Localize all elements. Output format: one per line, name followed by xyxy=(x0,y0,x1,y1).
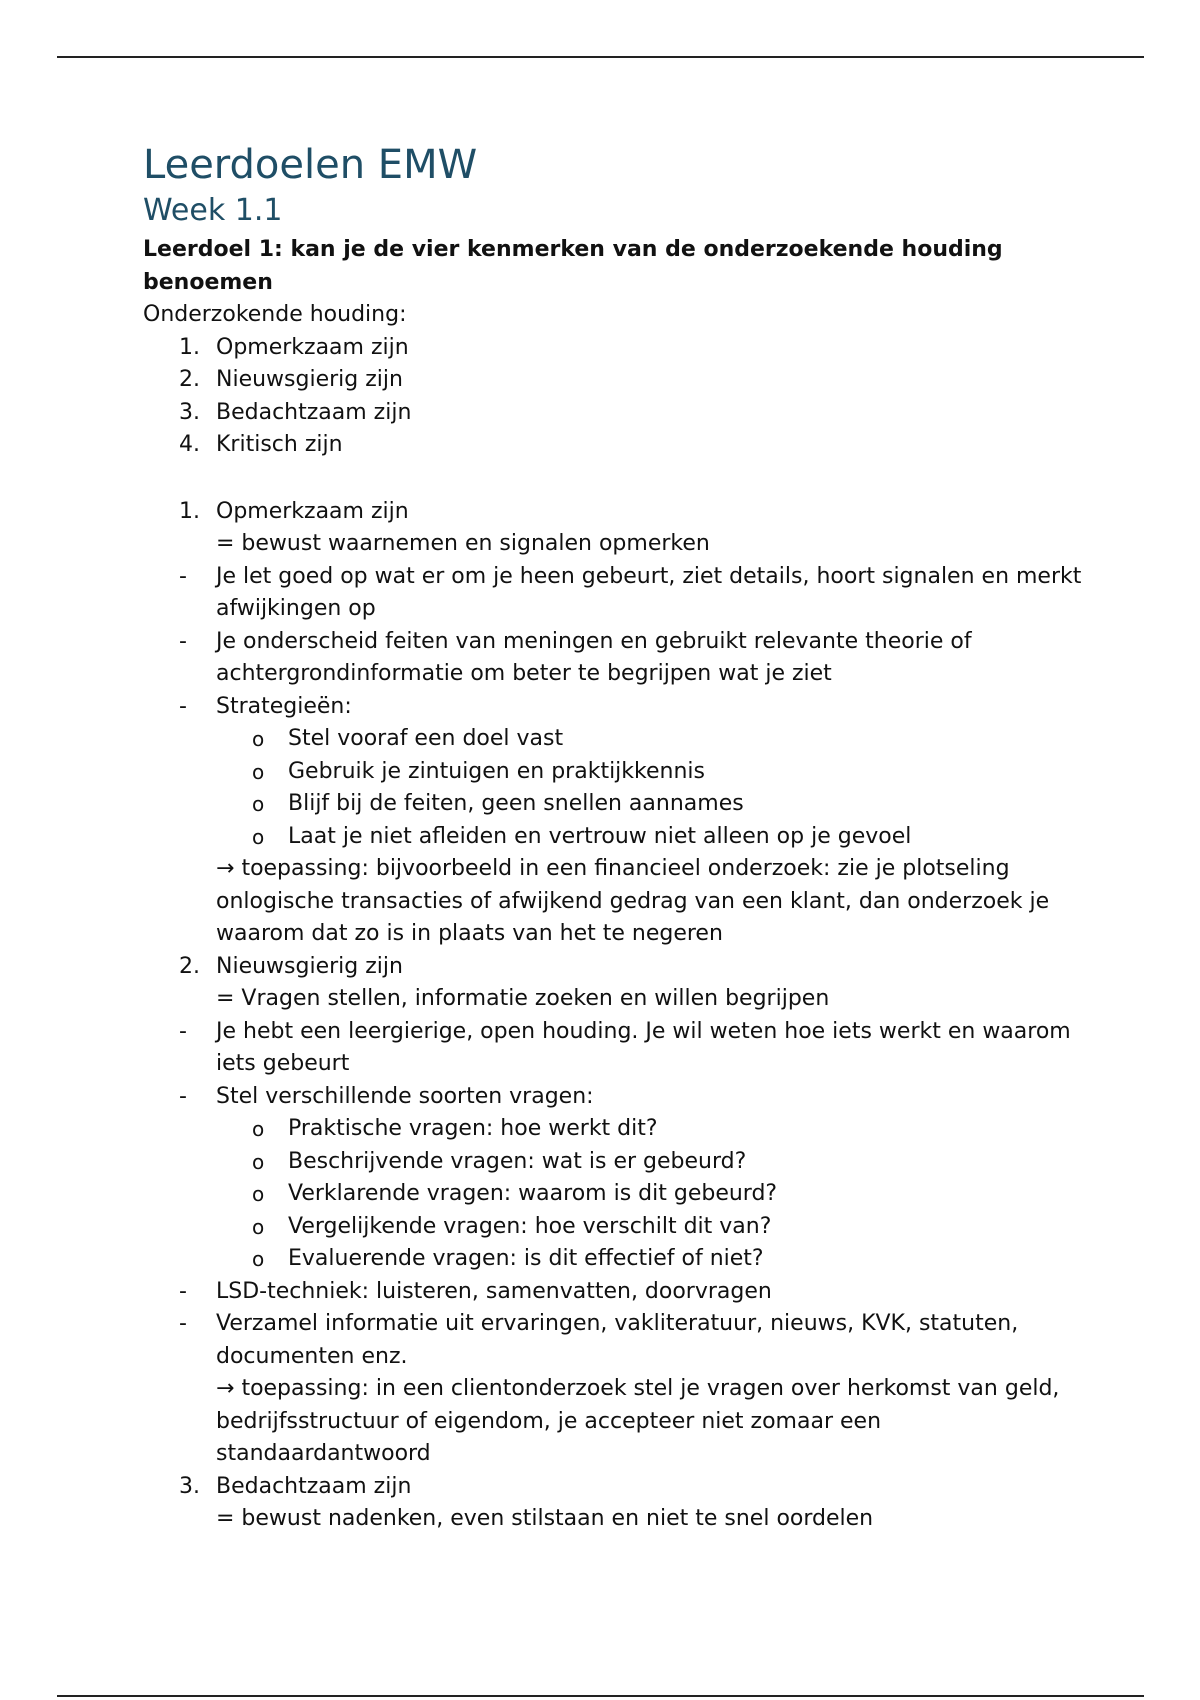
dash-item: - Strategieën: xyxy=(179,693,352,719)
dash-item: - LSD-techniek: luisteren, samenvatten, doorvragen xyxy=(179,1278,772,1304)
application-note: → toepassing: in een clientonderzoek stel je vragen over herkomst van geld, bedrijfsstructuur of eigendom, je accepteer niet zomaar een standaardantwoord xyxy=(216,1376,1060,1466)
section-heading: 1. Opmerkzaam zijn xyxy=(179,498,409,524)
dash-item: - Je onderscheid feiten van meningen en gebruikt relevante theorie of achtergrondinformatie om beter te begrijpen wat je ziet xyxy=(179,628,972,686)
dash-item: - Je let goed op wat er om je heen gebeurt, ziet details, hoort signalen en merkt afwijkingen op xyxy=(179,563,1082,621)
sub-bullet: o Beschrijvende vragen: wat is er gebeurd? xyxy=(252,1148,747,1174)
sub-bullet: o Verklarende vragen: waarom is dit gebeurd? xyxy=(252,1181,778,1206)
section-definition: = bewust waarnemen en signalen opmerken xyxy=(216,531,710,556)
list-item: 3. Bedachtzaam zijn xyxy=(179,399,412,425)
sub-bullet: o Vergelijkende vragen: hoe verschilt dit van? xyxy=(252,1213,772,1239)
sub-bullet: o Praktische vragen: hoe werkt dit? xyxy=(252,1116,658,1141)
intro-text: Onderzokende houding: xyxy=(143,302,407,327)
section-definition: = bewust nadenken, even stilstaan en niet te snel oordelen xyxy=(216,1506,874,1531)
application-note: → toepassing: bijvoorbeeld in een financieel onderzoek: zie je plotseling onlogische transacties of afwijkend gedrag van een klant, dan onderzoek je waarom dat zo is in plaats van het te negeren xyxy=(216,856,1050,946)
header-rule xyxy=(57,56,1144,58)
section-heading: 2. Nieuwsgierig zijn xyxy=(179,953,403,979)
list-item: 2. Nieuwsgierig zijn xyxy=(179,367,403,392)
section-definition: = Vragen stellen, informatie zoeken en willen begrijpen xyxy=(216,986,830,1011)
sub-bullet: o Laat je niet afleiden en vertrouw niet alleen op je gevoel xyxy=(252,823,912,849)
section-heading: 3. Bedachtzaam zijn xyxy=(179,1473,412,1499)
page-subtitle: Week 1.1 xyxy=(143,193,283,228)
arrow-icon: → xyxy=(216,856,235,881)
spacer xyxy=(143,462,1083,496)
page-title: Leerdoelen EMW xyxy=(143,142,478,188)
sub-bullet: o Stel vooraf een doel vast xyxy=(252,726,564,751)
sub-bullet: o Evaluerende vragen: is dit effectief of niet? xyxy=(252,1246,764,1271)
learning-goal: Leerdoel 1: kan je de vier kenmerken van de onderzoekende houding benoemen xyxy=(143,237,1003,295)
list-item: 4. Kritisch zijn xyxy=(179,432,343,457)
dash-item: - Verzamel informatie uit ervaringen, vakliteratuur, nieuws, KVK, statuten, documenten enz. xyxy=(179,1311,1019,1369)
list-item: 1. Opmerkzaam zijn xyxy=(179,334,409,360)
dash-item: - Je hebt een leergierige, open houding. Je wil weten hoe iets werkt en waarom iets gebeurt xyxy=(179,1018,1071,1076)
document-body xyxy=(143,140,1083,1536)
arrow-icon: → xyxy=(216,1376,235,1401)
footer-rule xyxy=(57,1695,1144,1697)
sub-bullet: o Blijf bij de feiten, geen snellen aannames xyxy=(252,791,744,816)
sub-bullet: o Gebruik je zintuigen en praktijkkennis xyxy=(252,758,705,784)
dash-item: - Stel verschillende soorten vragen: xyxy=(179,1083,594,1109)
